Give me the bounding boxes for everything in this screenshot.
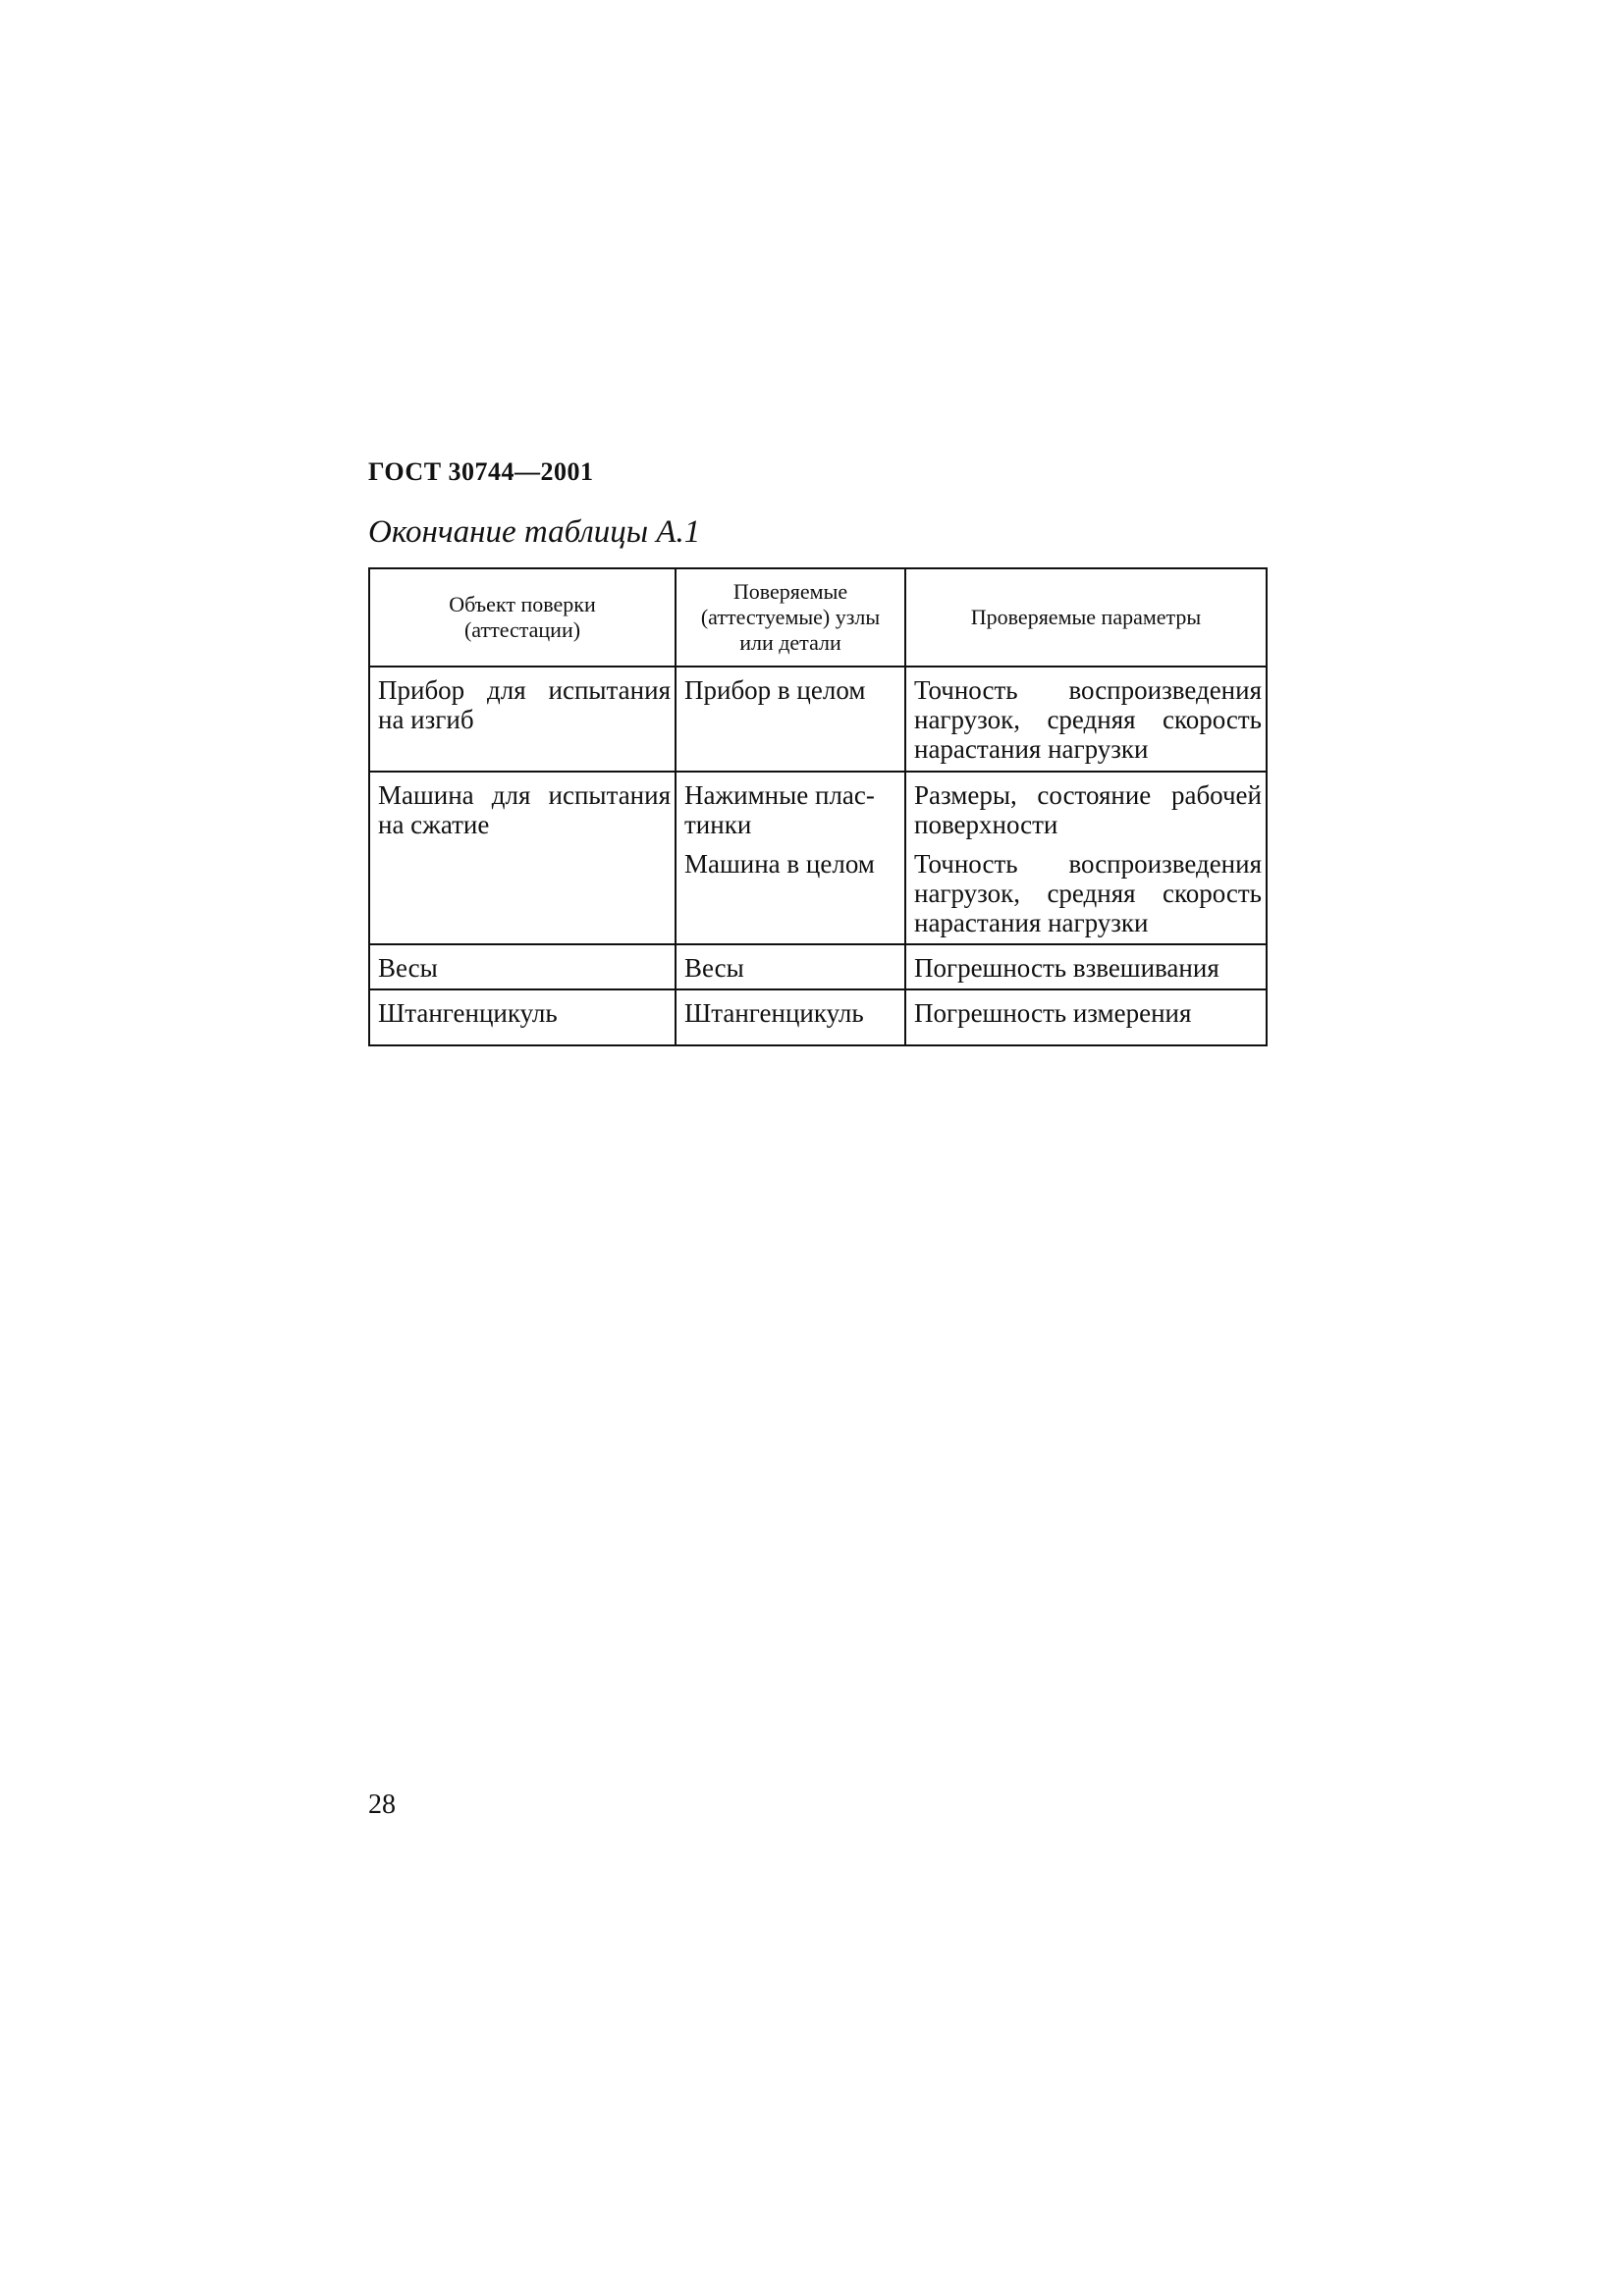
page-number: 28 xyxy=(368,1789,396,1820)
params-text: Точность воспроизведения нагрузок, средняя скорость нарастания нагрузки xyxy=(914,849,1262,937)
object-text: Штангенцикуль xyxy=(378,998,558,1028)
params-text: Погрешность взвешивания xyxy=(914,953,1219,983)
parts-text: Штангенцикуль xyxy=(684,998,864,1028)
params-text: Погрешность измерения xyxy=(914,998,1192,1028)
object-text: Машина для испытания на сжатие xyxy=(378,780,671,839)
parts-text: Весы xyxy=(684,953,744,983)
table-header-row xyxy=(369,568,1267,667)
object-text: Прибор для испытания на изгиб xyxy=(378,675,671,734)
column-header-parts-label: Поверяемые (аттестуемые) узлы или детали xyxy=(700,579,881,655)
cell-parts xyxy=(676,772,905,944)
params-text: Точность воспроизведения нагрузок, средняя скорость нарастания нагрузки xyxy=(914,675,1262,764)
column-header-object-label: Объект поверки (аттестации) xyxy=(449,592,596,642)
cell-object xyxy=(369,772,676,944)
cell-object xyxy=(369,944,676,989)
params-text: Размеры, состояние рабочей поверхности xyxy=(914,780,1262,839)
cell-object xyxy=(369,667,676,772)
parts-text: Прибор в целом xyxy=(684,675,866,705)
column-header-parts xyxy=(676,568,905,667)
object-text: Весы xyxy=(378,953,438,983)
cell-parts xyxy=(676,667,905,772)
table-row xyxy=(369,772,1267,944)
column-header-params xyxy=(905,568,1267,667)
document-code: ГОСТ 30744—2001 xyxy=(368,457,594,486)
cell-params xyxy=(905,989,1267,1045)
cell-parts xyxy=(676,944,905,989)
cell-params xyxy=(905,667,1267,772)
cell-params xyxy=(905,772,1267,944)
parts-text: Машина в целом xyxy=(684,849,875,879)
cell-parts xyxy=(676,989,905,1045)
parts-text: Нажимные плас-тинки xyxy=(684,780,875,839)
cell-object xyxy=(369,989,676,1045)
column-header-object xyxy=(369,568,676,667)
table-row xyxy=(369,667,1267,772)
table-caption: Окончание таблицы А.1 xyxy=(368,514,701,550)
table-row xyxy=(369,944,1267,989)
column-header-params-label: Проверяемые параметры xyxy=(970,605,1202,629)
table-row xyxy=(369,989,1267,1045)
cell-params xyxy=(905,944,1267,989)
verification-table xyxy=(368,567,1268,1046)
